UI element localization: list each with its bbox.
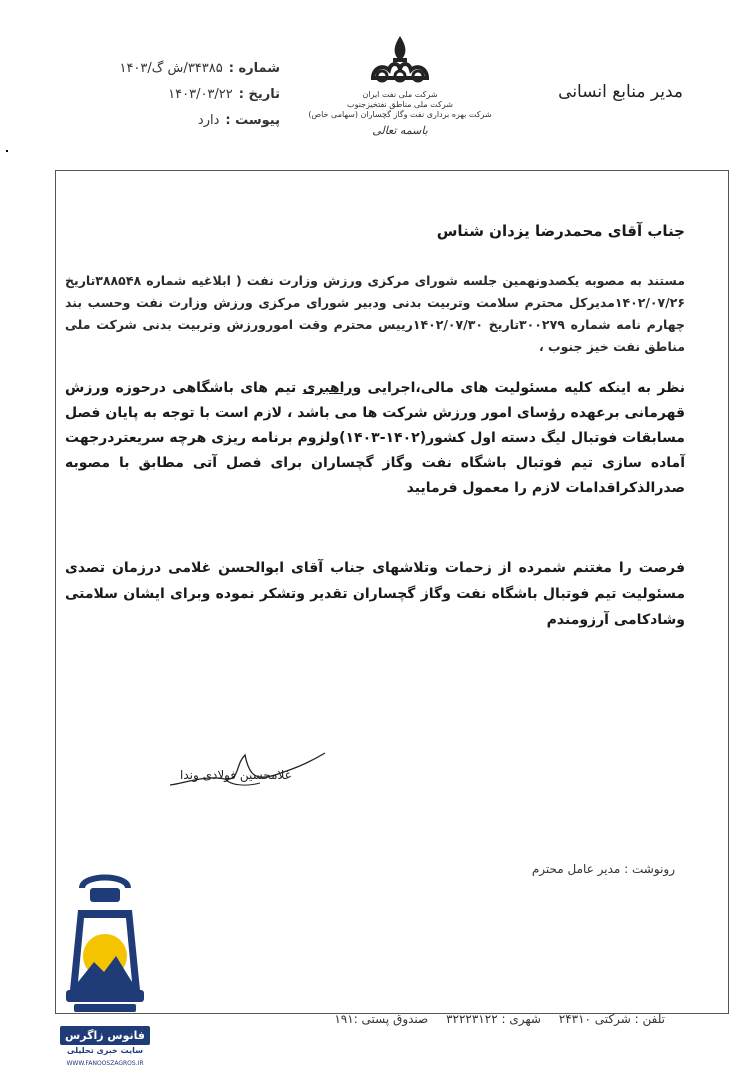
watermark-url: WWW.FANOOSZAGROS.IR bbox=[66, 1060, 144, 1067]
paragraph-1: مستند به مصوبه یکصدونهمین جلسه شورای مرکزی ورزش وزارت نفت ( ابلاغیه شماره ۳۸۸۵۴۸تاریخ ۱۴۰۲/۰۷/۲۶مدیرکل محترم سلامت وتربیت بدنی ودبیر شورای مرکزی ورزش وزارت نفت وحسب بند چهارم نامه شماره ۳۰۰۲۷۹تاریخ ۱۴۰۲/۰۷/۳۰رییس محترم وقت امورورزش وتربیت بدنی شرکت ملی مناطق نفت خیز جنوب ، bbox=[65, 273, 685, 354]
meta-attachment-value: دارد bbox=[197, 113, 220, 128]
meta-number bbox=[100, 56, 280, 82]
watermark-subtitle: سایت خبری تحلیلی bbox=[67, 1046, 143, 1055]
logo-line-1: شرکت ملی نفت ایران bbox=[362, 90, 438, 99]
paragraph-2-rest: تیم های باشگاهی درحوزه ورزش قهرمانی برعهده رؤسای امور ورزش شرکت ها می باشد ، لازم است با توجه به پایان فصل مسابقات فوتبال لیگ دسته اول کشور(۱۴۰۲-۱۴۰۳)ولزوم برنامه ریزی هرچه سریعتردرجهت آماده سازی تیم فوتبال باشگاه نفت وگاز گچساران برای فصل آتی مطابق با مصوبه صدرالذکراقدامات لازم را معمول فرمایید bbox=[65, 380, 685, 496]
meta-date-label: تاریخ : bbox=[238, 87, 280, 102]
carbon-copy: رونوشت : مدیر عامل محترم bbox=[531, 862, 675, 876]
department-title: مدیر منابع انسانی bbox=[558, 82, 683, 102]
meta-attachment-label: پیوست : bbox=[225, 113, 280, 128]
watermark-logo bbox=[60, 870, 150, 1075]
meta-date-value: ۱۴۰۳/۰۳/۲۲ bbox=[168, 87, 233, 102]
logo-line-3: شرکت بهره برداری نفت وگاز گچساران (سهامی خاص) bbox=[308, 110, 492, 119]
lantern-icon bbox=[60, 870, 150, 1025]
watermark-title: فانوس زاگرس bbox=[60, 1026, 150, 1045]
paragraph-2-underlined: راهبری bbox=[302, 380, 353, 396]
meta-date bbox=[100, 82, 280, 108]
footer-contact bbox=[320, 1012, 665, 1026]
addressee: جناب آقای محمدرضا یزدان شناس bbox=[436, 222, 685, 240]
footer-po-box: صندوق پستی :۱۹۱ bbox=[334, 1012, 429, 1026]
company-logo bbox=[300, 32, 500, 172]
scan-speck bbox=[6, 150, 8, 152]
meta-number-label: شماره : bbox=[228, 61, 280, 76]
flame-logo-icon bbox=[365, 32, 435, 90]
footer-phone: تلفن : شرکتی ۲۴۳۱۰ bbox=[558, 1012, 665, 1026]
footer-city-phone: شهری : ۳۲۲۲۳۱۲۲ bbox=[446, 1012, 541, 1026]
signer-name: غلامحسین فولادی وندا bbox=[180, 768, 291, 782]
logo-line-2: شرکت ملی مناطق نفتخیزجنوب bbox=[347, 100, 453, 109]
letter-meta bbox=[100, 56, 280, 134]
meta-number-value: ۳۴۳۸۵/ش گ/۱۴۰۳ bbox=[119, 61, 223, 76]
basmala: باسمه تعالی bbox=[372, 124, 428, 137]
meta-attachment bbox=[100, 108, 280, 134]
paragraph-2 bbox=[65, 376, 685, 501]
paragraph-2-start: نظر به اینکه کلیه مسئولیت های مالی،اجرایی و bbox=[352, 380, 685, 396]
paragraph-3: فرصت را مغتنم شمرده از زحمات وتلاشهای جناب آقای ابوالحسن غلامی درزمان تصدی مسئولیت تیم فوتبال باشگاه نفت وگاز گچساران تقدیر وتشکر نموده وبرای ایشان سلامتی وشادکامی آرزومندم bbox=[65, 560, 685, 628]
